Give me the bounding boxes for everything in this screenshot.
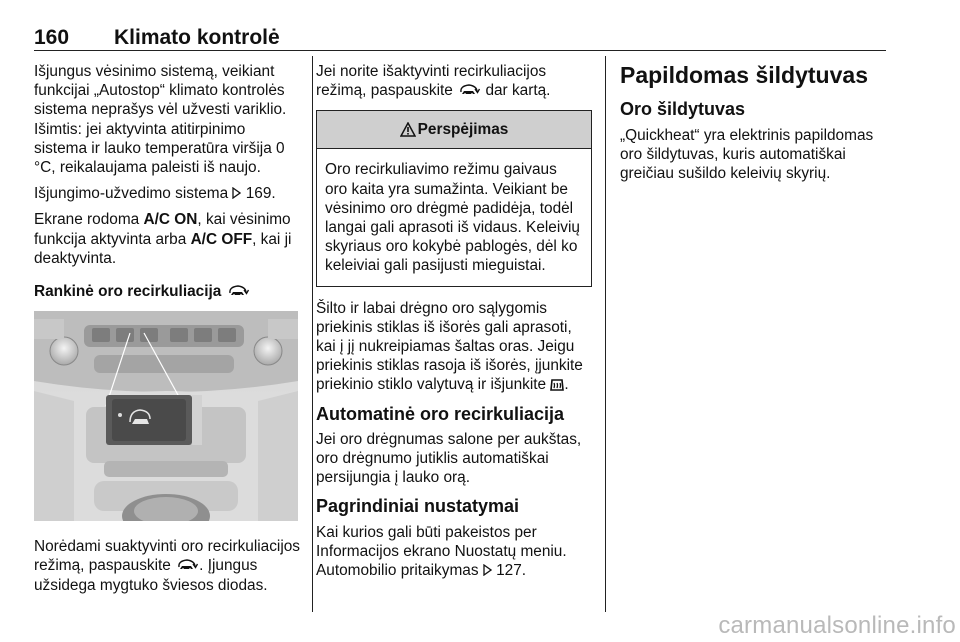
paragraph-automatic-recirculation: Jei oro drėgnumas salone per aukštas, oro drėgnumo jutiklis automatiškai persijungia į lauko orą.: [316, 430, 582, 487]
basic-settings-text: Kai kurios gali būti pakeistos per Informacijos ekrano Nuostatų meniu. Automobilio pritaikymas: [316, 523, 567, 580]
header-divider: [34, 50, 886, 51]
column-1: [34, 62, 302, 602]
paragraph-stop-start-ref: [34, 184, 302, 203]
paragraph-activate-recirculation: [34, 537, 302, 595]
deactivate-text-1: Jei norite išaktyvinti recirkuliacijos režimą, paspauskite: [316, 63, 547, 100]
manual-recirculation-title: Rankinė oro recirkuliacija: [34, 283, 222, 301]
paragraph-windscreen-fog: [316, 299, 592, 395]
recirculation-car-icon: [457, 83, 481, 96]
manual-recirculation-heading: [34, 282, 302, 301]
recirculation-car-icon: [226, 284, 250, 297]
auxiliary-heater-heading: Papildomas šildytuvas: [620, 62, 868, 88]
ac-off-label: A/C OFF: [190, 230, 253, 248]
page-reference-arrow-icon: [232, 187, 241, 199]
basic-settings-heading: Pagrindiniai nustatymai: [316, 496, 520, 517]
watermark: carmanualsonline.info: [718, 612, 956, 639]
page-reference-arrow-icon: [483, 564, 492, 576]
air-heater-heading: Oro šildytuvas: [620, 99, 746, 119]
page-title: Klimato kontrolė: [114, 26, 280, 49]
automatic-recirculation-heading: Automatinė oro recirkuliacija: [316, 403, 565, 424]
ac-text-2: , kai vėsinimo funkcija aktyvinta arba: [34, 211, 291, 248]
column-3: [620, 62, 888, 191]
warning-triangle-icon: [400, 122, 416, 137]
paragraph-autostop: Išjungus vėsinimo sistemą, veikiant funkcijai „Autostop“ klimato kontrolės sistema neprašys vėl užvesti variklio. Išimtis: jei aktyvinta atitirpinimo sistema ir lauko temperatūra viršija 0 °C, reikalaujama paleisti iš naujo.: [34, 63, 287, 177]
warning-text: Oro recirkuliavimo režimu gaivaus oro kaita yra sumažinta. Veikiant be vėsinimo oro drėgmė padidėja, todėl langai gali aprasoti iš vidaus. Keleivių skyriaus oro kokybė pablogės, dėl ko keleiviai gali pasijusti mieguistai.: [325, 161, 580, 275]
stop-start-text: Išjungimo-užvedimo sistema: [34, 185, 229, 203]
windscreen-text-end: .: [564, 376, 569, 394]
recirculation-car-icon: [175, 558, 199, 571]
column-divider-2: [605, 56, 606, 612]
activate-text-1: Norėdami suaktyvinti oro recirkuliacijos režimą, paspauskite: [34, 538, 301, 575]
rear-window-defrost-icon: [550, 377, 564, 391]
ac-text-3: , kai ji deaktyvinta.: [34, 230, 292, 267]
paragraph-basic-settings: [316, 523, 592, 581]
column-2: [316, 62, 592, 587]
paragraph-ac-display: [34, 210, 302, 268]
page-header: [34, 26, 886, 50]
warning-box: [316, 110, 592, 286]
windscreen-text: Šilto ir labai drėgno oro sąlygomis priekinis stiklas iš išorės gali aprasoti, kai į jį nukreipiamas šaltas oras. Jeigu priekinis stiklas rasoja iš išorės, įjunkite priekinio stiklo valytuvą ir išjunkite: [316, 299, 583, 394]
climate-panel-photo: [34, 311, 298, 521]
paragraph-quickheat: „Quickheat“ yra elektrinis papildomas oro šildytuvas, kuris automatiškai greičiau sušildo keleivių skyrių.: [620, 127, 874, 183]
ac-on-label: A/C ON: [143, 211, 198, 229]
deactivate-text-2: dar kartą.: [485, 82, 551, 100]
column-divider-1: [312, 56, 313, 612]
warning-title: Perspėjimas: [417, 121, 509, 139]
stop-start-ref: 169.: [245, 185, 276, 203]
basic-settings-ref: 127.: [496, 562, 527, 580]
activate-text-2: . Įjungus užsidega mygtuko šviesos diodas.: [34, 557, 268, 594]
page-number: 160: [34, 26, 70, 49]
ac-text-1: Ekrane rodoma: [34, 211, 144, 229]
warning-header: [317, 111, 591, 149]
paragraph-deactivate-recirculation: [316, 62, 592, 100]
